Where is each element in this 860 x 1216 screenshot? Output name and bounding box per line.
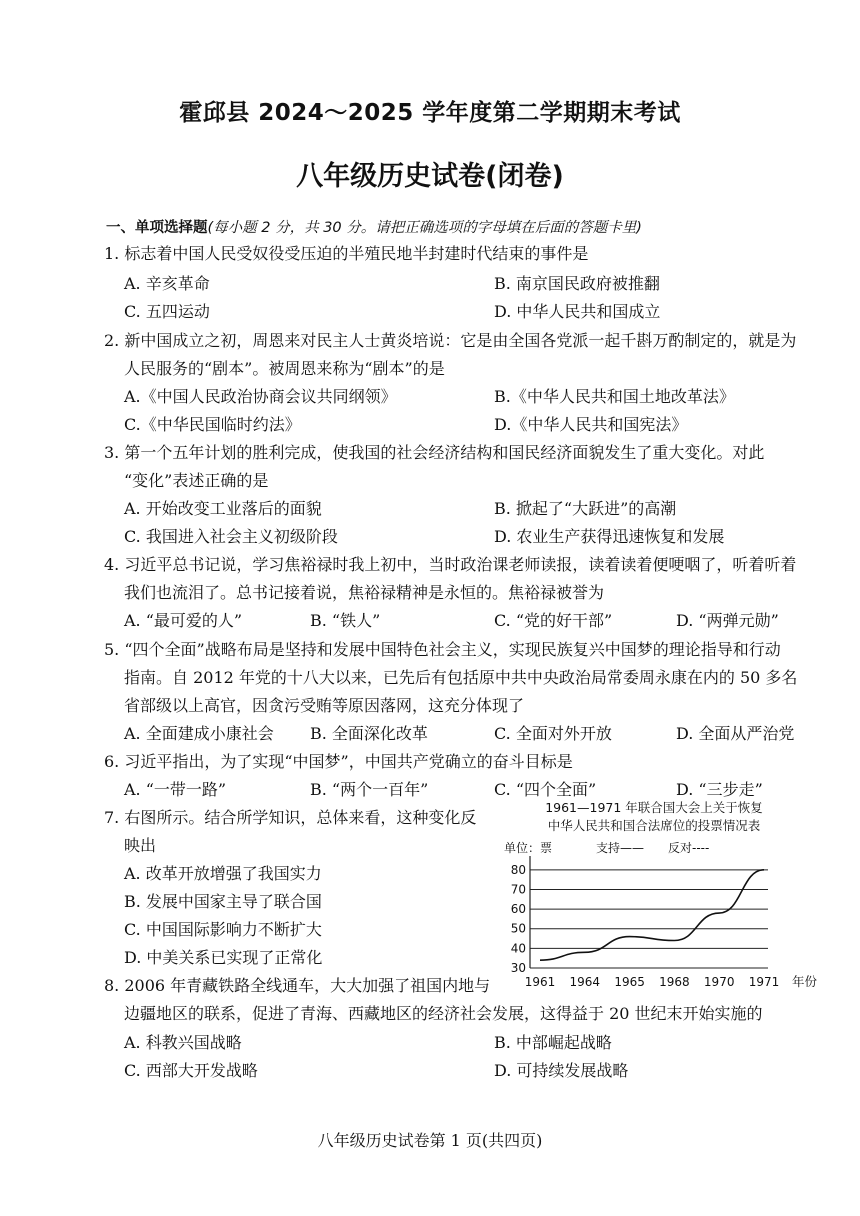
section-title: 一、单项选择题 [106, 220, 208, 236]
question-2-stem-line-1: 2. 新中国成立之初，周恩来对民主人士黄炎培说：它是由全国各党派一起千斟万酌制定的，就是为 [104, 331, 797, 350]
section-note: (每小题 2 分，共 30 分。请把正确选项的字母填在后面的答题卡里) [207, 220, 642, 236]
chart-x-ticks [525, 975, 780, 989]
question-8-option-b: B. 中部崛起战略 [494, 1033, 612, 1052]
chart-grid [530, 856, 768, 968]
question-3-option-d: D. 农业生产获得迅速恢复和发展 [494, 527, 725, 546]
y-tick-label: 60 [510, 902, 526, 917]
paper-subtitle: 八年级历史试卷(闭卷) [296, 161, 564, 192]
question-6-option-a: A. “一带一路” [124, 780, 227, 799]
question-5-stem-line-2: 指南。自 2012 年党的十八大以来，已先后有包括原中共中央政治局常委周永康在内的 50 多名 [124, 668, 798, 687]
vote-chart [492, 796, 824, 996]
question-6-option-b: B. “两个一百年” [310, 780, 429, 799]
question-5-stem-line-1: 5. “四个全面”战略布局是坚持和发展中国特色社会主义，实现民族复兴中国梦的理论指导和行动 [104, 640, 781, 659]
y-tick-label: 50 [510, 921, 526, 936]
chart-series [540, 870, 764, 960]
question-4-stem-line-1: 4. 习近平总书记说，学习焦裕禄时我上初中，当时政治课老师读报，读着读着便哽咽了，听着听着 [104, 555, 797, 574]
y-tick-label: 80 [510, 862, 526, 877]
question-3-option-c: C. 我国进入社会主义初级阶段 [124, 527, 338, 546]
question-7-option-a: A. 改革开放增强了我国实力 [124, 864, 322, 883]
question-7-option-d: D. 中美关系已实现了正常化 [124, 948, 323, 967]
legend-support: 支持—— [596, 841, 645, 855]
question-3-option-b: B. 掀起了“大跃进”的高潮 [494, 499, 677, 518]
question-1-option-a: A. 辛亥革命 [124, 274, 210, 293]
question-4-option-a: A. “最可爱的人” [124, 611, 243, 630]
question-6-option-c: C. “四个全面” [494, 780, 597, 799]
question-1-stem: 1. 标志着中国人民受奴役受压迫的半殖民地半封建时代结束的事件是 [104, 244, 589, 263]
question-2-stem-line-2: 人民服务的“剧本”。被周恩来称为“剧本”的是 [124, 359, 445, 378]
page-footer: 八年级历史试卷第 1 页(共四页) [317, 1131, 543, 1150]
question-2-option-a: A.《中国人民政治协商会议共同纲领》 [124, 387, 397, 406]
section-heading [106, 216, 642, 237]
question-3-stem-line-2: “变化”表述正确的是 [124, 471, 269, 490]
chart-xlabel: 年份 [792, 974, 818, 989]
question-7-stem-line-1: 7. 右图所示。结合所学知识，总体来看，这种变化反 [104, 808, 477, 827]
question-8-option-a: A. 科教兴国战略 [124, 1033, 242, 1052]
question-4-option-c: C. “党的好干部” [494, 611, 613, 630]
question-1-option-c: C. 五四运动 [124, 302, 210, 321]
question-8-option-c: C. 西部大开发战略 [124, 1061, 258, 1080]
question-5-option-a: A. 全面建成小康社会 [124, 724, 274, 743]
question-8-stem-line-2: 边疆地区的联系，促进了青海、西藏地区的经济社会发展，这得益于 20 世纪末开始实施的 [124, 1004, 763, 1023]
series-line-0 [540, 870, 764, 960]
question-2-option-c: C.《中华民国临时约法》 [124, 415, 301, 434]
exam-title: 霍邱县 2024～2025 学年度第二学期期末考试 [179, 100, 681, 126]
question-1-option-d: D. 中华人民共和国成立 [494, 302, 661, 321]
legend-oppose: 反对---- [668, 841, 710, 855]
question-8-option-d: D. 可持续发展战略 [494, 1061, 629, 1080]
chart-subtitle: 中华人民共和国合法席位的投票情况表 [547, 818, 761, 833]
question-5-stem-line-3: 省部级以上高官，因贪污受贿等原因落网，这充分体现了 [124, 696, 525, 715]
question-4-option-d: D. “两弹元勋” [676, 611, 779, 630]
x-tick-label: 1961 [524, 975, 556, 989]
question-7-option-c: C. 中国国际影响力不断扩大 [124, 920, 322, 939]
question-5-option-d: D. 全面从严治党 [676, 724, 795, 743]
question-5-option-c: C. 全面对外开放 [494, 724, 612, 743]
y-tick-label: 30 [510, 961, 526, 975]
question-6-option-d: D. “三步走” [676, 780, 763, 799]
question-4-option-b: B. “铁人” [310, 611, 381, 630]
x-tick-label: 1968 [659, 975, 690, 989]
y-tick-label: 40 [510, 941, 526, 956]
question-2-option-b: B.《中华人民共和国土地改革法》 [494, 387, 735, 406]
y-tick-label: 70 [510, 882, 526, 897]
question-2-option-d: D.《中华人民共和国宪法》 [494, 415, 688, 434]
chart-title: 1961—1971 年联合国大会上关于恢复 [545, 800, 763, 815]
question-1-option-b: B. 南京国民政府被推翻 [494, 274, 660, 293]
question-7-option-b: B. 发展中国家主导了联合国 [124, 892, 322, 911]
x-tick-label: 1970 [703, 975, 735, 989]
question-5-option-b: B. 全面深化改革 [310, 724, 428, 743]
x-tick-label: 1971 [748, 975, 780, 989]
question-6-stem: 6. 习近平指出，为了实现“中国梦”，中国共产党确立的奋斗目标是 [104, 752, 573, 771]
question-4-stem-line-2: 我们也流泪了。总书记接着说，焦裕禄精神是永恒的。焦裕禄被誉为 [124, 583, 605, 602]
question-3-option-a: A. 开始改变工业落后的面貌 [124, 499, 322, 518]
x-tick-label: 1964 [569, 975, 601, 989]
chart-y-ticks [511, 863, 526, 975]
question-8-stem-line-1: 8. 2006 年青藏铁路全线通车，大大加强了祖国内地与 [104, 976, 491, 995]
question-7-stem-line-2: 映出 [124, 836, 157, 855]
question-3-stem-line-1: 3. 第一个五年计划的胜利完成，使我国的社会经济结构和国民经济面貌发生了重大变化。对此 [104, 443, 765, 462]
x-tick-label: 1965 [614, 975, 645, 989]
chart-ylabel: 单位：票 [504, 841, 553, 855]
